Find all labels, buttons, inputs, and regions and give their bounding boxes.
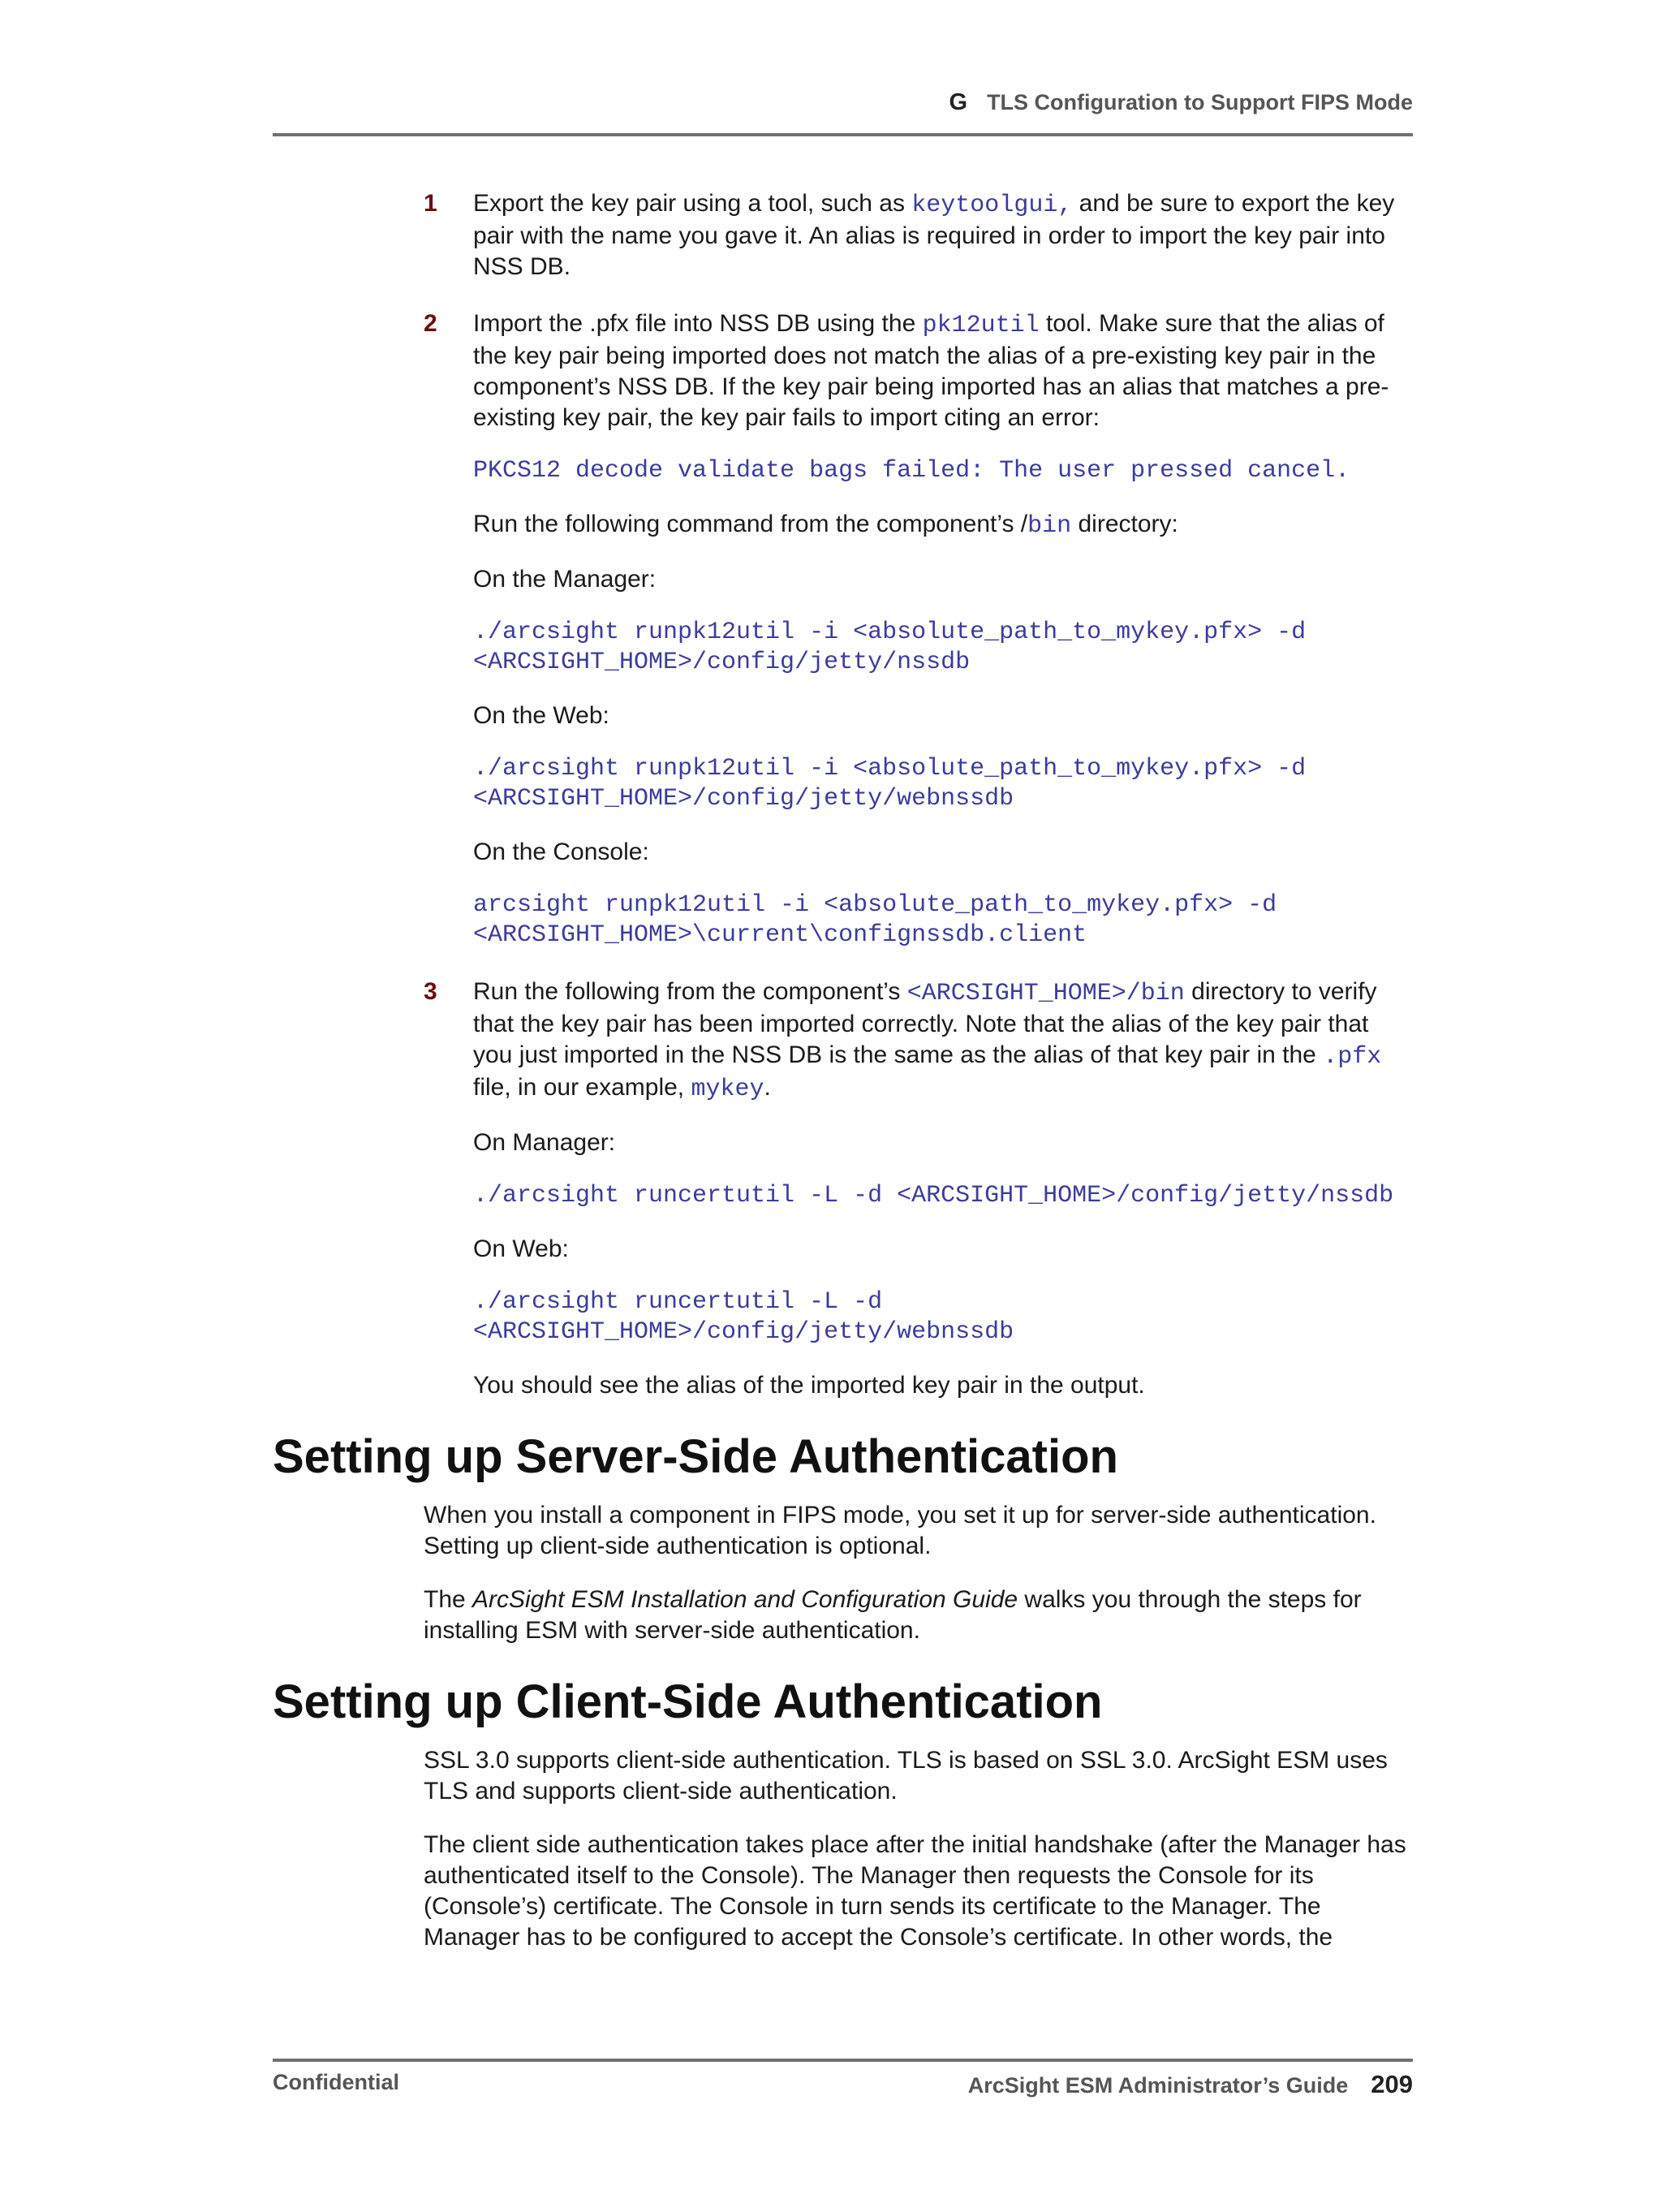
inline-code: pk12util <box>922 312 1040 339</box>
footer-guide: ArcSight ESM Administrator’s Guide 209 <box>967 2070 1413 2098</box>
manager-command: ./arcsight runcertutil -L -d <ARCSIGHT_HOME>/config/jetty/nssdb <box>473 1182 1394 1209</box>
console-command: arcsight runpk12util -i <absolute_path_to_mykey.pfx> -d <ARCSIGHT_HOME>\current\confignssdb.client <box>473 891 1277 949</box>
web-command: ./arcsight runpk12util -i <absolute_path_to_mykey.pfx> -d <ARCSIGHT_HOME>/config/jetty/webnssdb <box>473 755 1307 813</box>
manager-label: On the Manager: <box>473 566 657 593</box>
client-side-para-2: The client side authentication takes place after the initial handshake (after the Manager has authenticated itself to the Console). The Manager then requests the Console for its (Console’s) certificate. The Console in turn sends its certificate to the Manager. The Manager has to be configured to accept the Console’s certificate. In other words, the <box>424 1831 1406 1951</box>
server-side-heading: Setting up Server-Side Authentication <box>273 1430 1118 1483</box>
step-number: 2 <box>424 310 437 337</box>
step-2 <box>273 308 1413 951</box>
closing-text: You should see the alias of the imported key pair in the output. <box>473 1372 1145 1399</box>
step-3-text: Run the following from the component’s <ARCSIGHT_HOME>/bin directory to verify that the key pair has been imported correctly. Note that the alias of the key pair that you just imported in the NSS DB is the same as the alias of that key pair in the .pfx file, in our example, mykey. <box>473 978 1382 1103</box>
chapter-title: TLS Configuration to Support FIPS Mode <box>987 90 1413 114</box>
chapter-letter: G <box>949 89 968 115</box>
manager-command: ./arcsight runpk12util -i <absolute_path_to_mykey.pfx> -d <ARCSIGHT_HOME>/config/jetty/nssdb <box>473 619 1307 676</box>
error-code-block: PKCS12 decode validate bags failed: The user pressed cancel. <box>473 457 1350 485</box>
step-3 <box>273 977 1413 1401</box>
web-label: On the Web: <box>473 702 609 729</box>
guide-title: ArcSight ESM Installation and Configuration Guide <box>472 1586 1018 1613</box>
step-number: 1 <box>424 190 437 217</box>
inline-code: mykey <box>691 1076 764 1103</box>
client-side-heading: Setting up Client-Side Authentication <box>273 1675 1103 1728</box>
web-command: ./arcsight runcertutil -L -d <ARCSIGHT_HOME>/config/jetty/webnssdb <box>473 1288 1014 1346</box>
page-number: 209 <box>1371 2070 1413 2098</box>
footer-confidential: Confidential <box>273 2070 399 2094</box>
client-side-body <box>273 1745 1413 1953</box>
inline-code: keytoolgui, <box>911 192 1073 219</box>
manager-label: On Manager: <box>473 1129 616 1156</box>
step-number: 3 <box>424 978 437 1005</box>
page-footer <box>273 2059 1413 2099</box>
console-label: On the Console: <box>473 839 649 865</box>
server-side-para-1: When you install a component in FIPS mode, you set it up for server-side authentication. Setting up client-side authentication is optional. <box>424 1502 1376 1559</box>
client-side-para-1: SSL 3.0 supports client-side authentication. TLS is based on SSL 3.0. ArcSight ESM uses TLS and supports client-side authentication. <box>424 1747 1388 1805</box>
step-1 <box>273 188 1413 282</box>
inline-code: <ARCSIGHT_HOME>/bin <box>906 980 1185 1007</box>
page-content <box>273 188 1413 1976</box>
server-side-para-2: The ArcSight ESM Installation and Configuration Guide walks you through the steps for installing ESM with server-side authentication. <box>424 1586 1362 1644</box>
step-1-text: Export the key pair using a tool, such as keytoolgui, and be sure to export the key pair with the name you gave it. An alias is required in order to import the key pair into NSS DB. <box>473 190 1395 280</box>
server-side-body <box>273 1500 1413 1646</box>
run-instruction: Run the following command from the component’s /bin directory: <box>473 511 1178 540</box>
inline-code: .pfx <box>1323 1043 1382 1071</box>
page-header <box>273 89 1413 136</box>
web-label: On Web: <box>473 1235 569 1262</box>
step-2-text: Import the .pfx file into NSS DB using the pk12util tool. Make sure that the alias of the key pair being imported does not match the alias of a pre-existing key pair in the component’s NSS DB. If the key pair being imported has an alias that matches a pre-existing key pair, the key pair fails to import citing an error: <box>473 310 1389 431</box>
inline-code: bin <box>1027 512 1072 540</box>
